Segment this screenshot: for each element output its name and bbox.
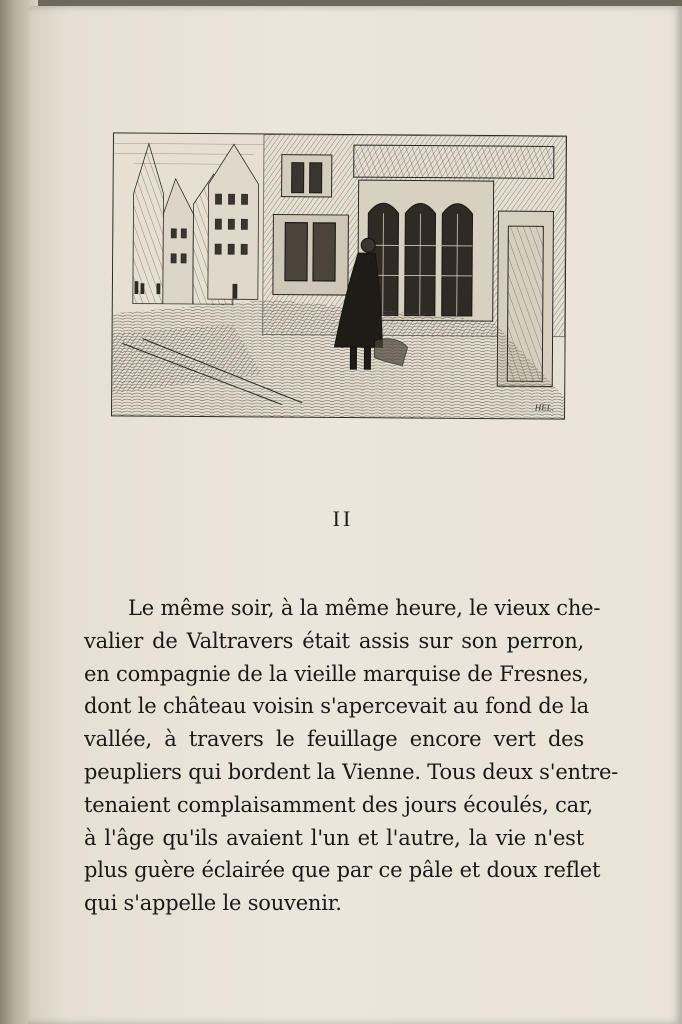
text-line: peupliers qui bordent la Vienne. Tous deux s'entre- — [84, 759, 619, 784]
text-line: valier de Valtravers était assis sur son perron, — [84, 628, 584, 653]
text-line: dont le château voisin s'apercevait au fond de la — [84, 694, 589, 719]
engraver-signature: HEL. — [534, 402, 555, 413]
chapter-paragraph — [84, 592, 619, 920]
text-line: plus guère éclairée que par ce pâle et doux reflet — [84, 858, 601, 883]
chapter-heading: II — [332, 506, 354, 531]
street-scene-engraving — [112, 133, 566, 418]
engraving-illustration — [111, 132, 567, 419]
text-line: tenaient complaisamment des jours écoulés, car, — [84, 792, 594, 817]
text-line: qui s'appelle le souvenir. — [84, 891, 342, 916]
text-line: à l'âge qu'ils avaient l'un et l'autre, la vie n'est — [84, 825, 584, 850]
text-line: vallée, à travers le feuillage encore vert des — [84, 727, 584, 752]
text-line: Le même soir, à la même heure, le vieux che- — [128, 596, 601, 620]
text-line: en compagnie de la vieille marquise de Fresnes, — [84, 661, 589, 686]
